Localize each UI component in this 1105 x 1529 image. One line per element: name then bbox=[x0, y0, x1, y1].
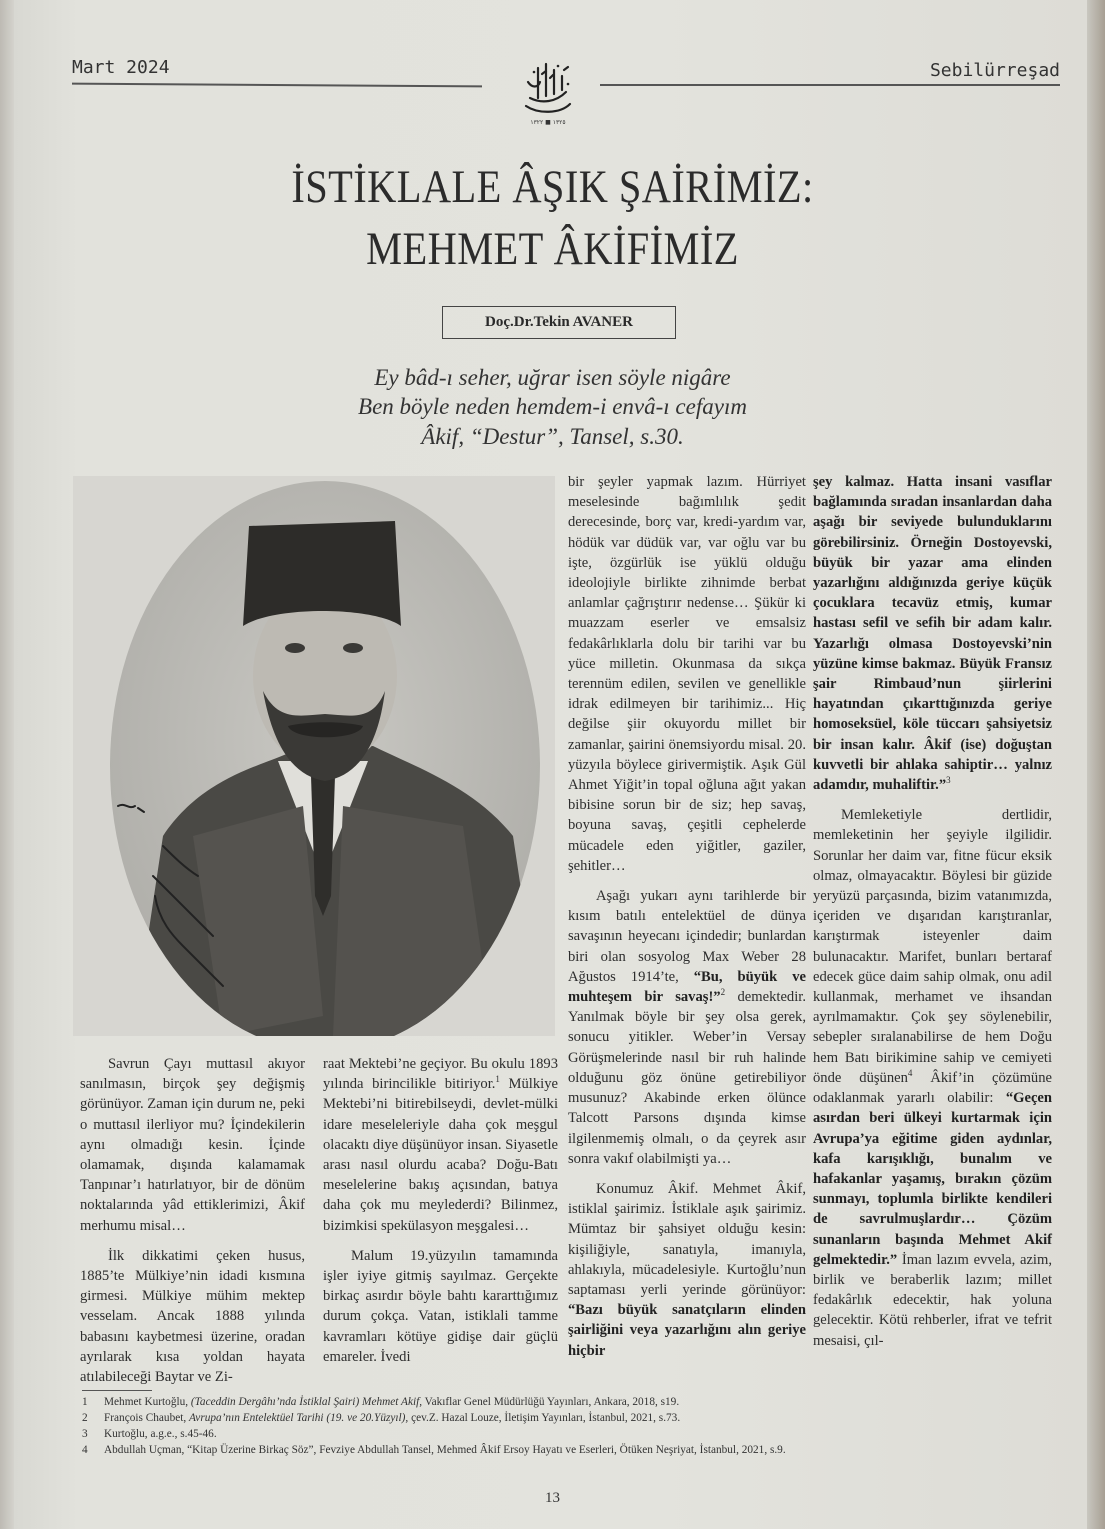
magazine-name: Sebilürreşad bbox=[929, 60, 1060, 81]
footnote-ref: 2 bbox=[720, 987, 726, 998]
footnote-ref: 3 bbox=[946, 775, 951, 786]
footnote-ref: 1 bbox=[495, 1074, 500, 1085]
footnote-1: 1 Mehmet Kurtoğlu, (Taceddin Dergâhı’nda İstiklal Şairi) Mehmet Akif, Vakıflar Genel Müdürlüğü Yayınları, Ankara, 2018, s19. bbox=[82, 1396, 680, 1408]
author-byline: Doç.Dr.Tekin AVANER bbox=[442, 306, 676, 339]
paragraph: Aşağı yukarı aynı tarihlerde bir kısım batılı entelektüel de dünya savaşının heyecanı içindedir; bunlardan biri olan sosyolog Max Weber 28 Ağustos 1914’te, “Bu, büyük ve muhteşem bir savaş!”$^2$ demektedir. Yanılmak böyle bir şey olsa gerek, sonucu yitikler. Weber’in Versay Görüşmelerinde nasıl bir ruh halinde olduğunu göz önüne getirebiliyor musunuz? Akabinde erken ölünce Talcott Parsons dışında kimse ilgilenmemiş olmalı, o da çeyrek asır sonra vakıf olabilmişti ya… bbox=[568, 888, 806, 1167]
page-gutter-shadow bbox=[0, 0, 14, 1529]
article-column-1 bbox=[80, 1054, 305, 1387]
paragraph: İlk dikkatimi çeken husus, 1885’te Mülkiye’nin idadi kısmına girmesi. Mülkiye mühim mektep vesselam. Ancak 1888 yılında babasını kaybetmesi üzerine, oradan ayrılarak kısa yoldan hayata atılabileceği Baytar ve Zi- bbox=[80, 1247, 305, 1386]
quote-bold: “Geçen asırdan beri ülkeyi kurtarmak için Avrupa’ya eğitime giden aydınlar, kafa karışıklığı, bunalım ve hafakanlar yaşamış, bırakın çözüm sunmayı, toplumla birlikte kendileri de savrulmuşlardır… Çözüm sunanların başında Mehmet Akif gelmektedir.” bbox=[813, 1090, 1053, 1268]
paragraph: Memleketiyle dertlidir, memleketinin her şeyiyle ilgilidir. Sorunlar her daim var, fitne fücur eksik olmaz, olmayacaktır. Böylesi bir güzide yeryüzü parçasında, bizim vatanımızda, içeriden ve dışarıdan karıştıranlar, karıştırmak isteyenler daim bulunacaktır. Marifet, bunları bertaraf edecek güce daim sahip olmak, onu adil kullanmak, merhamet ve ihsandan ayrılmamaktır. Çok şey söylenebilir, sebepler sıralanabilirse de hem Doğu hem Batı birikimine sahip ve cemiyeti önde düşünen$^4$ Âkif’in çözümüne odaklanmak yararlı olabilir: “Geçen asırdan beri ülkeyi kurtarmak için Avrupa’ya eğitime giden aydınlar, kafa karışıklığı, bunalım ve hafakanlar yaşamış, bırakın çözüm sunmayı, toplumla birlikte kendileri de savrulmuşlardır… Çözüm sunanların başında Mehmet Akif gelmektedir.” İman lazım evvela, azim, birlik ve beraberlik lazım; millet fedakârlık edecektir, hak yoluna gelecektir. Kötü rehberler, ifrat ve tefrit mesaisi, çıl- bbox=[813, 807, 1053, 1349]
quote-bold: şey kalmaz. Hatta insani vasıflar bağlamında sıradan insanlardan daha aşağı bir seviyede bulunduklarını görebilirsiniz. Örneğin Dostoyevski, büyük bir yazar ama elinden yazarlığını aldığınızda geriye küçük çocuklara tecavüz etmiş, kumar hastası sefil ve sefih bir adam kalır. Yazarlığı olmasa Dostoyevski’nin yüzüne kimse bakmaz. Büyük Fransız şair Rimbaud’nun şiirlerini hayatından çıkarttığınızda geriye homoseksüel, köle tüccarı şahsiyetsiz bir insan kalır. Âkif (ise) doğuştan kuvvetli bir ahlaka sahiptir… yalnız adamdır, muhaliftir.” bbox=[813, 474, 1052, 794]
portrait-photo bbox=[73, 476, 555, 1036]
page-number: 13 bbox=[545, 1490, 560, 1506]
article-title-line-2: MEHMET ÂKİFİMİZ bbox=[366, 223, 739, 275]
page-edge-shadow bbox=[1087, 0, 1105, 1529]
article-column-2 bbox=[323, 1054, 558, 1367]
paragraph: raat Mektebi’ne geçiyor. Bu okulu 1893 yılında birincilikle bitiriyor.$^1$ Mülkiye Mektebi’ni bitirebilseydi, devlet-mülki idare meseleleriyle daha çok meşgul olacaktı diye düşünüyor insan. Siyasetle arası nasıl olurdu acaba? Doğu-Batı meselelerine bakış açısından, batıya daha çok mu meylederdi? Bilinmez, bizimkisi spekülasyon meşgalesi… bbox=[323, 1056, 558, 1234]
footnote-3: 3 Kurtoğlu, a.g.e., s.45-46. bbox=[82, 1428, 217, 1440]
epigraph-line-1: Ey bâd-ı seher, uğrar isen söyle nigâre bbox=[374, 365, 731, 390]
footnote-4: 4 Abdullah Uçman, “Kitap Üzerine Birkaç Söz”, Fevziye Abdullah Tansel, Mehmed Âkif Ersoy Hayatı ve Eserleri, Ötüken Neşriyat, İstanbul, 2021, s.9. bbox=[82, 1444, 786, 1456]
article-column-3 bbox=[568, 472, 806, 1361]
issue-date: Mart 2024 bbox=[72, 57, 170, 78]
epigraph-citation: Âkif, “Destur”, Tansel, s.30. bbox=[421, 424, 684, 449]
quote-bold: “Bu, büyük ve muhteşem bir savaş!” bbox=[568, 968, 806, 1006]
quote-bold: “Bazı büyük sanatçıların elinden şairliğini veya yazarlığını alın geriye hiçbir bbox=[568, 1302, 806, 1359]
footnote-rule bbox=[82, 1390, 152, 1391]
paragraph: Savrun Çayı muttasıl akıyor sanılmasın, birçok şey değişmiş görünüyor. Zaman için durum ne, peki o muttasıl ilerliyor mu? İçindekilerin aynı olmadığı kesin. İçinde olamamak, dışında kalamamak Tanpınar’ı hatırlatıyor, bir de dönüm noktalarında yâd ettiklerimizi, Âkif merhumu misal… bbox=[80, 1056, 305, 1234]
footnotes bbox=[82, 1394, 1062, 1458]
footnote-2: 2 François Chaubet, Avrupa’nın Entelektüel Tarihi (19. ve 20.Yüzyıl), çev.Z. Hazal Louze, İletişim Yayınları, İstanbul, 2021, s.73. bbox=[82, 1412, 681, 1424]
footnote-ref: 4 bbox=[907, 1068, 913, 1079]
paragraph: Konumuz Âkif. Mehmet Âkif, istiklal şairimiz. İstiklale aşık şairimiz. Mümtaz bir şahsiyet olduğu kesin: kişiliğiyle, sanatıyla, imanıyla, ahlakıyla, mücadelesiyle. Kurtoğlu’nun saptaması yerli yerinde görünüyor: “Bazı büyük sanatçıların elinden şairliğini veya yazarlığını alın geriye hiçbir bbox=[568, 1180, 806, 1359]
paragraph: Malum 19.yüzyılın tamamında işler iyiye gitmiş sayılmaz. Gerçekte birkaç asırdır böyle bahtı kararttığımız durum çokça. Vatan, istiklali tamme kavramları kötüye gidişe dair güçlü emareler. İvedi bbox=[323, 1247, 558, 1365]
paragraph bbox=[813, 472, 1052, 795]
magazine-logo-icon bbox=[508, 58, 588, 128]
article-title-line-1: İSTİKLALE ÂŞIK ŞAİRİMİZ: bbox=[291, 161, 814, 213]
header-rule-right bbox=[600, 84, 1060, 86]
paragraph: bir şeyler yapmak lazım. Hürriyet meselesinde bağımlılık şedit derecesinde, borç var, kredi-yardım var, hödük var düdük var, var oğlu var bu işte, özgürlük ise yüklü olduğu ideolojiyle birlikte zihnimde berbat anlamlar çağrıştırır nedense… Şükür ki muazzam eserler ve emsalsiz fedakârlıklarla dolu bir tarihi var bu yüce milletin. Okunmasa da sıkça terennüm edilen, sevilen ve genellikle idrak edilmeyen bir tarihimiz... Hiç değilse şiir okuyordu millet bir zamanlar, şairini önemsiyordu misal. 20. yüzyıla böylece girivermiştik. Aşık Gül Ahmet Yiğit’in topal oğluna ağıt yakan bibisine sorun bir de siz; hep savaş, boyuna savaş, çeşitli cephelerde mücadele eden yiğitler, gaziler, şehitler… bbox=[568, 474, 806, 874]
article-column-4 bbox=[813, 472, 1052, 1351]
svg-text:١٣٢٥ ■ ١٣٢٢: ١٣٢٥ ■ ١٣٢٢ bbox=[530, 119, 566, 126]
epigraph-line-2: Ben böyle neden hemdem-i envâ-ı cefayım bbox=[358, 394, 747, 419]
